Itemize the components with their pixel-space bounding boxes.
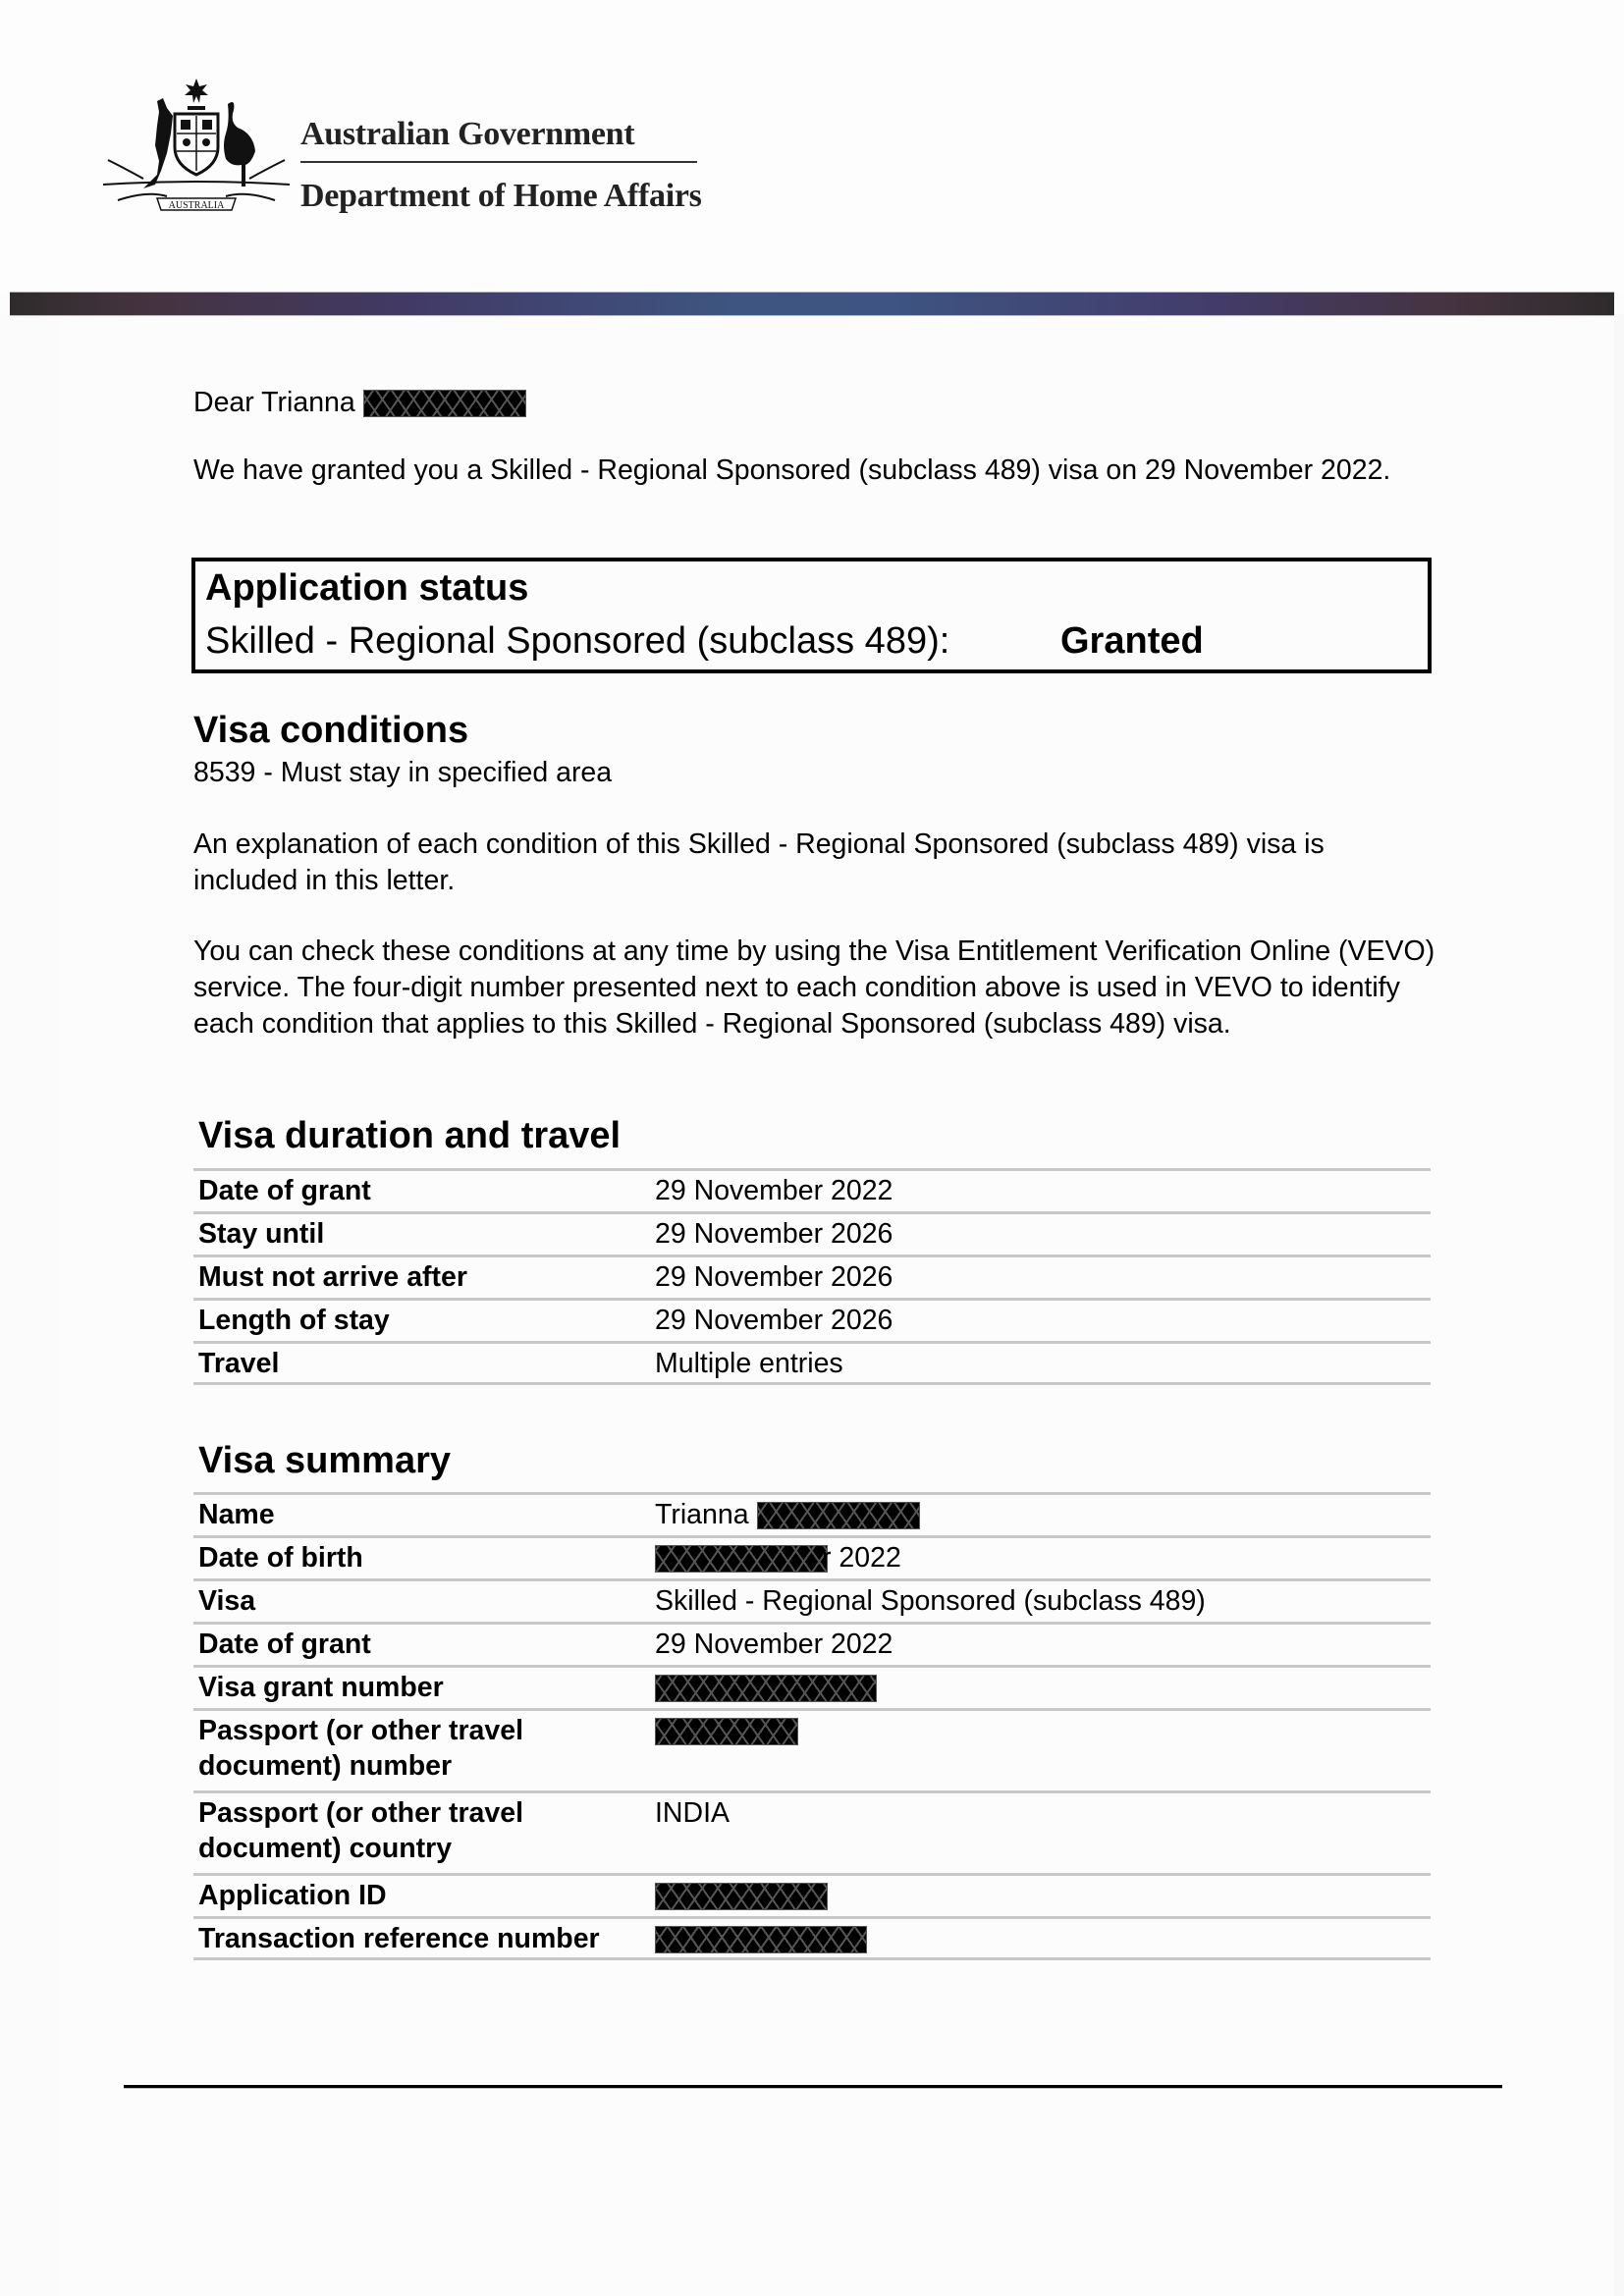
row-value bbox=[655, 1876, 828, 1916]
row-value bbox=[655, 1919, 867, 1957]
row-value: Multiple entries bbox=[655, 1348, 843, 1379]
row-label: Travel bbox=[198, 1348, 280, 1379]
row-label: Visa grant number bbox=[198, 1672, 444, 1703]
redacted-visa-grant-number bbox=[655, 1675, 877, 1702]
row-value: 29 November 2026 bbox=[655, 1305, 893, 1336]
table-row bbox=[193, 1298, 1431, 1341]
redacted-surname bbox=[363, 390, 526, 417]
visa-duration-title: Visa duration and travel bbox=[198, 1115, 622, 1156]
row-label: Application ID bbox=[198, 1880, 387, 1911]
table-row bbox=[193, 1708, 1431, 1790]
application-status-visa: Skilled - Regional Sponsored (subclass 489): bbox=[205, 620, 950, 662]
table-row bbox=[193, 1665, 1431, 1708]
header-divider bbox=[300, 161, 697, 163]
visa-duration-table bbox=[193, 1168, 1431, 1385]
table-row bbox=[193, 1341, 1431, 1385]
application-status-title: Application status bbox=[205, 567, 529, 609]
redacted-surname bbox=[757, 1502, 920, 1529]
application-status-box bbox=[191, 558, 1432, 673]
coat-of-arms-icon bbox=[98, 77, 295, 219]
redacted-date-of-birth bbox=[655, 1545, 828, 1573]
row-label: Passport (or other travel document) country bbox=[198, 1797, 524, 1864]
row-value: 29 November 2022 bbox=[655, 1175, 893, 1206]
footer-divider bbox=[124, 2085, 1502, 2089]
application-status-value: Granted bbox=[1060, 620, 1204, 662]
row-label: Length of stay bbox=[198, 1305, 390, 1336]
grant-intro: We have granted you a Skilled - Regional Sponsored (subclass 489) visa on 29 November 2022. bbox=[193, 454, 1391, 486]
table-row bbox=[193, 1535, 1431, 1578]
table-row bbox=[193, 1255, 1431, 1298]
name-value: Trianna bbox=[655, 1499, 749, 1530]
greeting bbox=[193, 385, 526, 421]
greeting-text: Dear Trianna bbox=[193, 387, 355, 418]
redacted-application-id bbox=[655, 1883, 828, 1910]
row-value bbox=[655, 1538, 901, 1578]
row-label: Name bbox=[198, 1499, 275, 1530]
date-of-birth-value: r 2022 bbox=[822, 1542, 901, 1574]
row-label: Date of grant bbox=[198, 1629, 371, 1660]
row-value bbox=[655, 1711, 798, 1790]
conditions-explanation: An explanation of each condition of this Skilled - Regional Sponsored (subclass 489) visa is included in this letter. bbox=[193, 828, 1325, 896]
visa-summary-table bbox=[193, 1492, 1431, 1960]
page-margin-right bbox=[1614, 314, 1624, 2296]
header-banner bbox=[10, 292, 1614, 316]
row-value: 29 November 2022 bbox=[655, 1629, 893, 1660]
government-name: Australian Government bbox=[300, 116, 635, 152]
row-label: Must not arrive after bbox=[198, 1261, 467, 1293]
table-row bbox=[193, 1578, 1431, 1622]
redacted-transaction-reference bbox=[655, 1926, 867, 1953]
table-row bbox=[193, 1790, 1431, 1873]
row-label: Date of birth bbox=[198, 1542, 363, 1574]
visa-conditions-title: Visa conditions bbox=[193, 710, 469, 751]
vevo-note: You can check these conditions at any time by using the Visa Entitlement Verification Online (VEVO) service. The four-digit number presented next to each condition above is used in VEVO to identify each condition that applies to this Skilled - Regional Sponsored (subclass 489) visa. bbox=[193, 935, 1435, 1040]
table-row bbox=[193, 1916, 1431, 1960]
table-row bbox=[193, 1492, 1431, 1535]
department-name: Department of Home Affairs bbox=[300, 178, 702, 214]
row-label: Transaction reference number bbox=[198, 1923, 600, 1954]
row-label: Stay until bbox=[198, 1218, 325, 1250]
row-value: 29 November 2026 bbox=[655, 1218, 893, 1250]
row-value: 29 November 2026 bbox=[655, 1261, 893, 1293]
page-margin-left bbox=[0, 314, 61, 2296]
row-value: Skilled - Regional Sponsored (subclass 489) bbox=[655, 1585, 1206, 1617]
row-value bbox=[655, 1495, 920, 1535]
crest-label: AUSTRALIA bbox=[168, 200, 225, 211]
row-label: Passport (or other travel document) number bbox=[198, 1715, 524, 1782]
row-value bbox=[655, 1668, 877, 1708]
row-value: INDIA bbox=[655, 1797, 731, 1829]
visa-summary-title: Visa summary bbox=[198, 1440, 452, 1481]
table-row bbox=[193, 1873, 1431, 1916]
redacted-passport-number bbox=[655, 1718, 798, 1745]
table-row bbox=[193, 1622, 1431, 1665]
row-label: Visa bbox=[198, 1585, 256, 1617]
visa-condition-item: 8539 - Must stay in specified area bbox=[193, 757, 613, 788]
table-row bbox=[193, 1168, 1431, 1211]
letterhead bbox=[0, 0, 1624, 294]
row-label: Date of grant bbox=[198, 1175, 371, 1206]
table-row bbox=[193, 1211, 1431, 1255]
